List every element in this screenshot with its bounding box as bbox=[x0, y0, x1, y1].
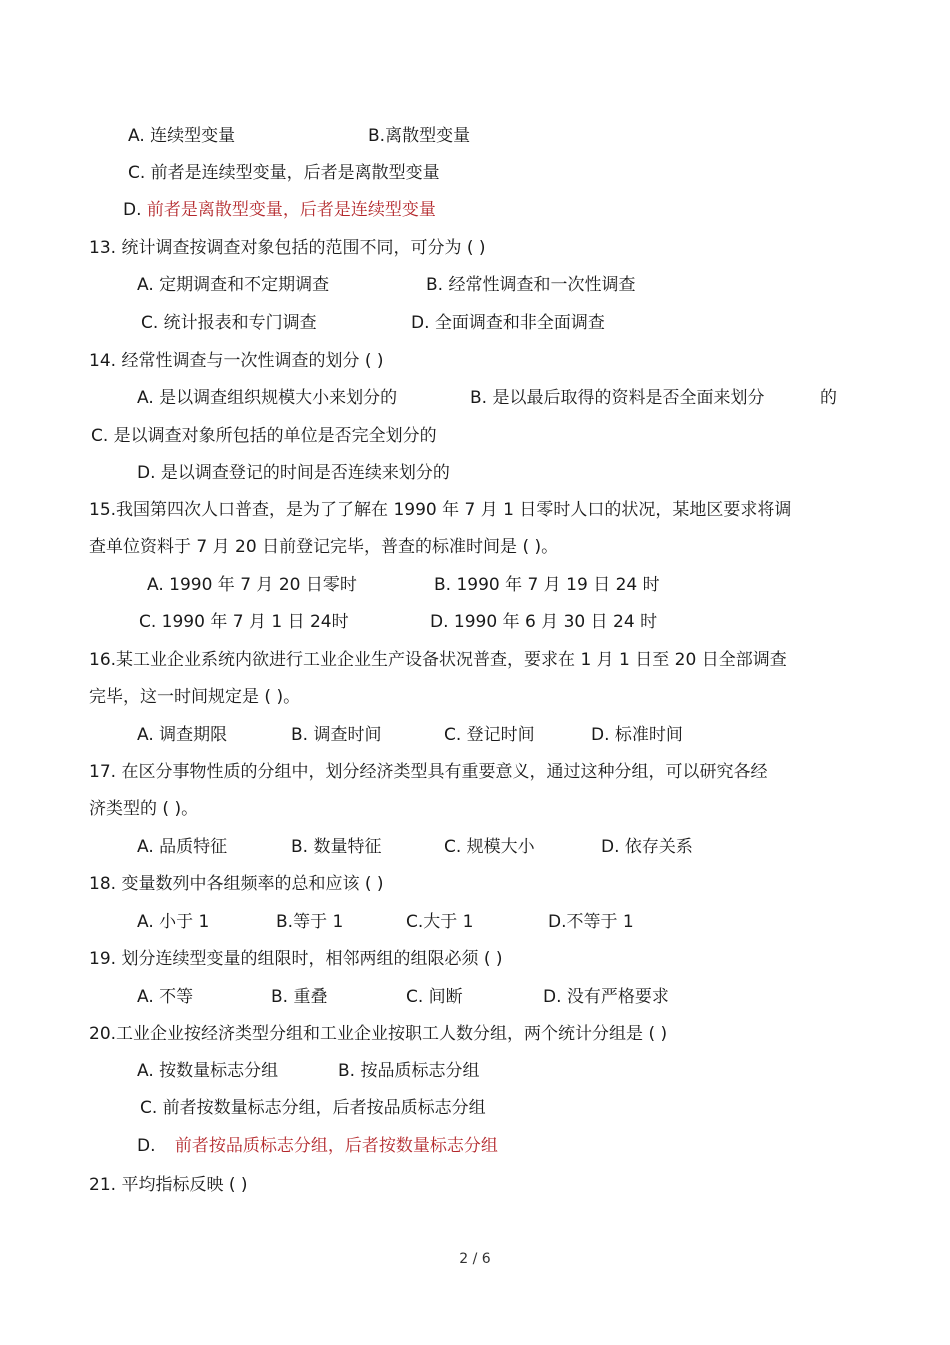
q18-option-d: D.不等于 1 bbox=[548, 912, 634, 932]
q14-option-c: C. 是以调查对象所包括的单位是否完全划分的 bbox=[91, 426, 437, 446]
q16-option-c: C. 登记时间 bbox=[444, 725, 535, 745]
q16-option-a: A. 调查期限 bbox=[137, 725, 228, 745]
q12-option-d-label: D. bbox=[123, 200, 142, 220]
question-17-stem-line1: 17. 在区分事物性质的分组中，划分经济类型具有重要意义，通过这种分组，可以研究各经 bbox=[89, 762, 768, 782]
q20-option-d bbox=[137, 1135, 498, 1157]
question-15-stem-line2: 查单位资料于 7 月 20 日前登记完毕，普查的标准时间是 ( )。 bbox=[89, 537, 559, 557]
question-18-stem: 18. 变量数列中各组频率的总和应该 ( ) bbox=[89, 874, 384, 894]
q15-option-a: A. 1990 年 7 月 20 日零时 bbox=[147, 575, 357, 595]
question-14-stem: 14. 经常性调查与一次性调查的划分 ( ) bbox=[89, 351, 384, 371]
q13-option-b: B. 经常性调查和一次性调查 bbox=[426, 275, 636, 295]
q14-option-b: B. 是以最后取得的资料是否全面来划分 bbox=[470, 388, 765, 408]
q20-option-b: B. 按品质标志分组 bbox=[338, 1061, 480, 1081]
q19-option-c: C. 间断 bbox=[406, 987, 463, 1007]
q12-option-d-answer: 前者是离散型变量，后者是连续型变量 bbox=[146, 200, 436, 220]
question-16-stem-line1: 16.某工业企业系统内欲进行工业企业生产设备状况普查，要求在 1 月 1 日至 20 日全部调查 bbox=[89, 650, 787, 670]
q17-option-b: B. 数量特征 bbox=[291, 837, 382, 857]
q12-option-d bbox=[123, 199, 436, 221]
q20-option-c: C. 前者按数量标志分组，后者按品质标志分组 bbox=[140, 1098, 486, 1118]
q18-option-c: C.大于 1 bbox=[406, 912, 474, 932]
q13-option-d: D. 全面调查和非全面调查 bbox=[411, 313, 605, 333]
question-21-stem: 21. 平均指标反映 ( ) bbox=[89, 1175, 248, 1195]
q19-option-b: B. 重叠 bbox=[271, 987, 328, 1007]
question-15-stem-line1: 15.我国第四次人口普查，是为了了解在 1990 年 7 月 1 日零时人口的状况，某地区要求将调 bbox=[89, 500, 792, 520]
question-19-stem: 19. 划分连续型变量的组限时，相邻两组的组限必须 ( ) bbox=[89, 949, 503, 969]
q16-option-d: D. 标准时间 bbox=[591, 725, 683, 745]
q16-option-b: B. 调查时间 bbox=[291, 725, 382, 745]
q12-option-a: A. 连续型变量 bbox=[128, 126, 236, 146]
q12-option-b: B.离散型变量 bbox=[368, 126, 471, 146]
question-17-stem-line2: 济类型的 ( )。 bbox=[89, 799, 199, 819]
q17-option-d: D. 依存关系 bbox=[601, 837, 693, 857]
q17-option-a: A. 品质特征 bbox=[137, 837, 228, 857]
q12-option-c: C. 前者是连续型变量，后者是离散型变量 bbox=[128, 163, 440, 183]
q14-option-a: A. 是以调查组织规模大小来划分的 bbox=[137, 388, 398, 408]
q20-option-d-label: D. bbox=[137, 1136, 156, 1156]
q15-option-d: D. 1990 年 6 月 30 日 24 时 bbox=[430, 612, 658, 632]
question-13-stem: 13. 统计调查按调查对象包括的范围不同，可分为 ( ) bbox=[89, 238, 486, 258]
q19-option-d: D. 没有严格要求 bbox=[543, 987, 669, 1007]
q14-option-b-tail: 的 bbox=[820, 388, 837, 408]
q18-option-b: B.等于 1 bbox=[276, 912, 344, 932]
q13-option-a: A. 定期调查和不定期调查 bbox=[137, 275, 330, 295]
question-16-stem-line2: 完毕，这一时间规定是 ( )。 bbox=[89, 687, 301, 707]
q15-option-c: C. 1990 年 7 月 1 日 24时 bbox=[139, 612, 349, 632]
q14-option-d: D. 是以调查登记的时间是否连续来划分的 bbox=[137, 463, 450, 483]
q20-option-d-answer: 前者按品质标志分组，后者按数量标志分组 bbox=[174, 1136, 498, 1156]
q19-option-a: A. 不等 bbox=[137, 987, 194, 1007]
page-number: 2 / 6 bbox=[459, 1251, 491, 1267]
q20-option-a: A. 按数量标志分组 bbox=[137, 1061, 279, 1081]
question-20-stem: 20.工业企业按经济类型分组和工业企业按职工人数分组，两个统计分组是 ( ) bbox=[89, 1024, 668, 1044]
q18-option-a: A. 小于 1 bbox=[137, 912, 210, 932]
q13-option-c: C. 统计报表和专门调查 bbox=[141, 313, 317, 333]
q17-option-c: C. 规模大小 bbox=[444, 837, 535, 857]
q15-option-b: B. 1990 年 7 月 19 日 24 时 bbox=[434, 575, 660, 595]
